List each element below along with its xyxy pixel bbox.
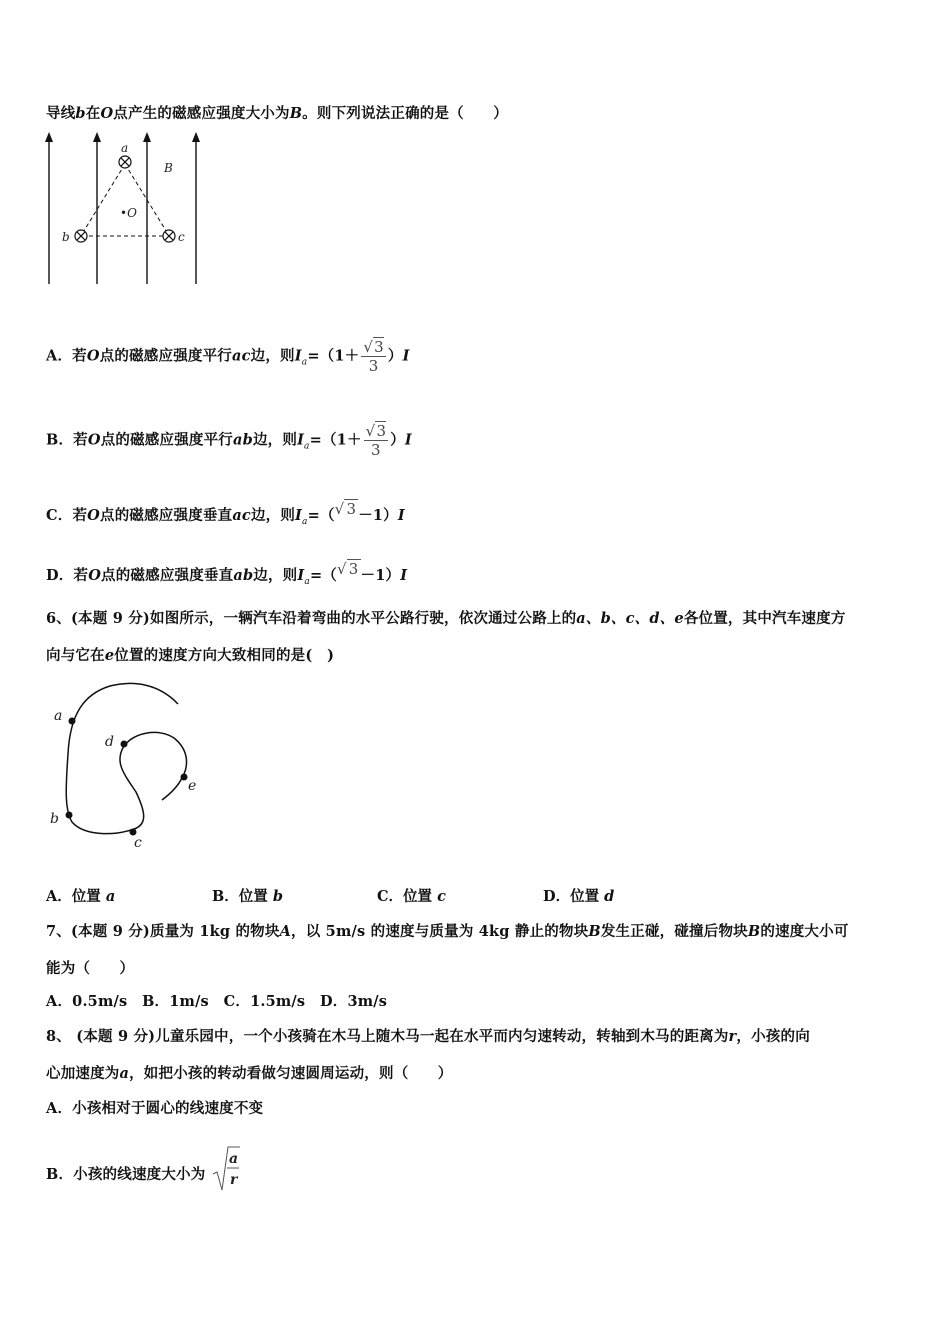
wire-b-cross-icon (75, 230, 87, 242)
label-O: •O (120, 206, 137, 220)
q6-option-b[interactable]: B．位置 b (212, 888, 283, 905)
label-c: c (178, 230, 185, 244)
arrow-head-icon (45, 132, 53, 142)
q6-option-d[interactable]: D．位置 d (543, 888, 615, 905)
q7-stem-line2: 能为（ ） (46, 960, 135, 977)
svg-text:a: a (228, 1151, 238, 1167)
point-a (69, 718, 76, 725)
label-e: e (188, 778, 197, 794)
q6-option-a[interactable]: A．位置 a (46, 888, 116, 905)
label-b: b (62, 230, 70, 244)
magnetic-field-figure (40, 130, 210, 290)
label-b: b (50, 811, 59, 827)
sqrt-a-over-r (211, 1144, 241, 1194)
arrow-head-icon (143, 132, 151, 142)
q7-stem-line1: 7、(本题 9 分)质量为 1kg 的物块A，以 5m/s 的速度与质量为 4kg 静止的物块B发生正碰，碰撞后物块B的速度大小可 (46, 923, 849, 940)
point-d (121, 741, 128, 748)
arrow-head-icon (192, 132, 200, 142)
wire-c-cross-icon (163, 230, 175, 242)
sqrt3: √ 3 (337, 560, 359, 578)
curved-road-figure (44, 674, 214, 854)
q8-stem-line2: 心加速度为a，如把小孩的转动看做匀速圆周运动，则（ ） (46, 1065, 453, 1082)
q5-option-c[interactable]: C．若O点的磁感应强度垂直ac边，则$I_a=(√$ 3 －1）I (46, 500, 405, 527)
label-a: a (121, 141, 129, 155)
fraction-sqrt3-over-3: $\frac{√3}{3}$ (363, 338, 384, 375)
q6-stem-line1: 6、(本题 9 分)如图所示，一辆汽车沿着弯曲的水平公路行驶，依次通过公路上的a、b、c、d、e各位置，其中汽车速度方 (46, 610, 846, 627)
label-a: a (54, 708, 63, 724)
q5-option-b[interactable]: B．若O点的磁感应强度平行ab边，则$I_a=(1+$ $\frac{√3}{3}$ ）I (46, 422, 412, 459)
q5-option-d[interactable]: D．若O点的磁感应强度垂直ab边，则$I_a=(√$ 3 －1）I (46, 560, 408, 587)
q8-option-a[interactable]: A．小孩相对于圆心的线速度不变 (46, 1100, 264, 1117)
label-d: d (105, 734, 114, 750)
sqrt3: √ 3 (334, 500, 357, 518)
q5-stem-tail: 导线b在O点产生的磁感应强度大小为B。则下列说法正确的是（ ） (46, 105, 508, 122)
wire-a-cross-icon (119, 156, 131, 168)
q8-stem-line1: 8、 (本题 9 分)儿童乐园中，一个小孩骑在木马上随木马一起在水平而内匀速转动，转轴到木马的距离为r，小孩的向 (46, 1028, 810, 1045)
q6-option-c[interactable]: C．位置 c (377, 888, 446, 905)
road-curve (66, 683, 186, 833)
arrow-head-icon (93, 132, 101, 142)
svg-text:r: r (229, 1172, 238, 1188)
point-b (66, 812, 73, 819)
q6-stem-line2: 向与它在e位置的速度方向大致相同的是( ) (46, 647, 335, 664)
q5-option-a[interactable]: A．若O点的磁感应强度平行ac边，则$I_a=(1+$ $\frac{√3}{3}$ ）I (46, 338, 410, 375)
triangle-dashed (82, 164, 168, 236)
q7-options[interactable]: A．0.5m/s B．1m/s C．1.5m/s D．3m/s (46, 993, 388, 1010)
point-e (181, 774, 188, 781)
label-B: B (164, 161, 173, 175)
fraction-sqrt3-over-3: $\frac{√3}{3}$ (365, 422, 387, 459)
label-c: c (134, 835, 142, 851)
q8-option-b[interactable]: B．小孩的线速度大小为 a r (46, 1150, 241, 1200)
